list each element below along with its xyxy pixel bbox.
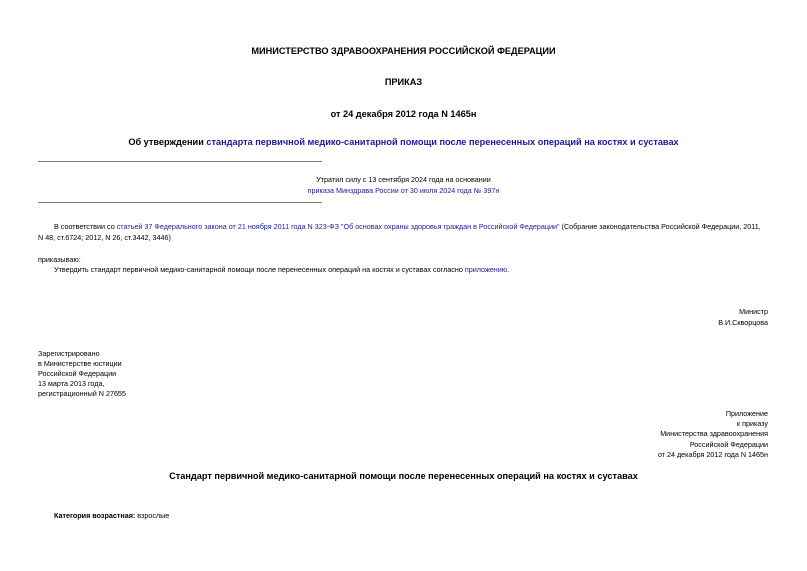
appendix-line: к приказу — [736, 419, 768, 428]
approve-paragraph — [54, 265, 509, 276]
appendix-line: Российской Федерации — [689, 440, 768, 449]
ministry-heading: МИНИСТЕРСТВО ЗДРАВООХРАНЕНИЯ РОССИЙСКОЙ ФЕДЕРАЦИИ — [251, 46, 556, 56]
date-number-heading: от 24 декабря 2012 года N 1465н — [330, 109, 477, 119]
doc-type-heading: ПРИКАЗ — [384, 77, 423, 87]
category-value: взрослые — [135, 511, 170, 520]
appendix-line: Министерства здравоохранения — [660, 429, 768, 438]
registration-line: в Министерстве юстиции — [38, 359, 122, 368]
divider-top — [38, 161, 322, 162]
registration-line: Зарегистрировано — [38, 349, 100, 358]
registration-line: регистрационный N 27655 — [38, 389, 126, 398]
title-link[interactable]: стандарта первичной медико-санитарной помощи после перенесенных операций на костях и суставах — [206, 137, 679, 147]
registration-line: Российской Федерации — [38, 369, 117, 378]
signature-position: Министр — [739, 307, 768, 316]
intro-paragraph — [54, 222, 761, 233]
status-link[interactable]: приказа Минздрава России от 30 июля 2024 года № 397н — [307, 186, 500, 195]
approve-end: . — [507, 265, 510, 274]
signature-name: В.И.Скворцова — [718, 318, 768, 327]
category-label: Категория возрастная: — [54, 511, 136, 520]
approve-text: Утвердить стандарт первичной медико-санитарной помощи после перенесенных операций на костях и суставах согласно — [54, 265, 465, 274]
category-row — [54, 511, 169, 522]
intro-link[interactable]: статьей 37 Федерального закона от 21 ноября 2011 года N 323-ФЗ "Об основах охраны здоровья граждан в Российской Федерации" — [116, 222, 560, 231]
appendix-link[interactable]: приложению — [464, 265, 508, 274]
divider-bottom — [38, 202, 322, 203]
order-word: приказываю: — [38, 255, 81, 264]
intro-prefix: В соответствии со — [54, 222, 117, 231]
appendix-line: Приложение — [725, 409, 768, 418]
intro-suffix: (Собрание законодательства Российской Федерации, 2011, — [559, 222, 761, 231]
intro-line-2: N 48, ст.6724; 2012, N 26, ст.3442, 3446) — [38, 233, 171, 242]
title-prefix: Об утверждении — [128, 137, 207, 147]
registration-line: 13 марта 2013 года, — [38, 379, 105, 388]
appendix-line: от 24 декабря 2012 года N 1465н — [657, 450, 768, 459]
standard-title: Стандарт первичной медико-санитарной помощи после перенесенных операций на костях и суставах — [169, 471, 638, 481]
status-line: Утратил силу с 13 сентября 2024 года на основании — [316, 175, 491, 184]
document-title — [0, 137, 807, 147]
